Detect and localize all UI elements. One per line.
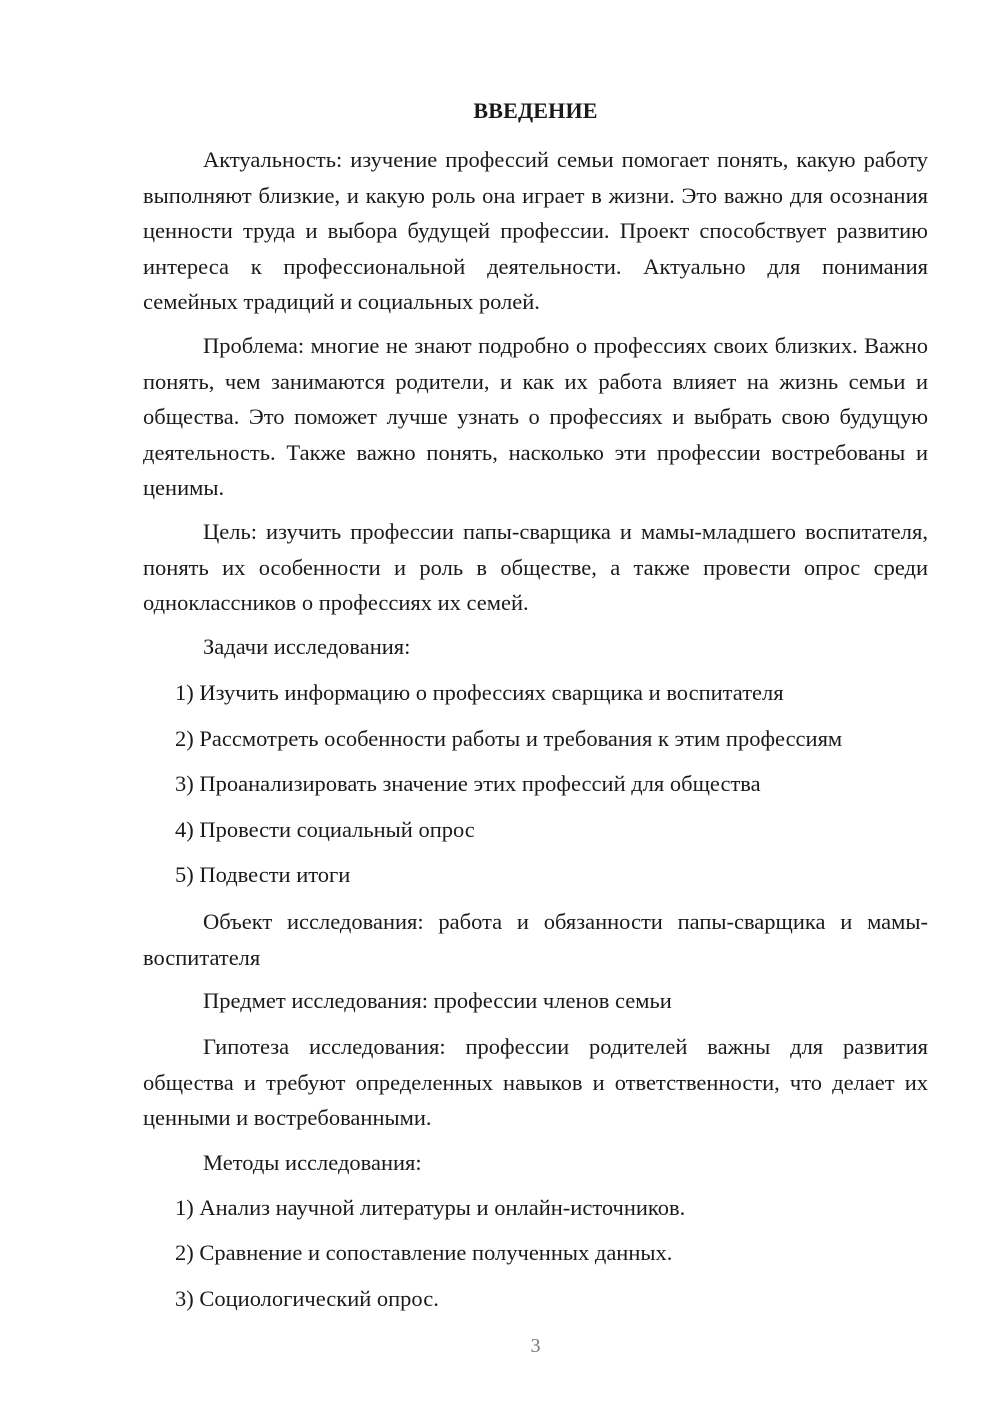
relevance-block: [143, 142, 928, 320]
tasks-list-item-2: [143, 724, 928, 754]
subject-block: [143, 986, 928, 1016]
list-item: 5) Подвести итоги: [175, 862, 351, 887]
hypothesis-block: [143, 1029, 928, 1136]
problem-block: [143, 328, 928, 506]
tasks-list-item-5: [143, 860, 928, 890]
list-item: 2) Рассмотреть особенности работы и требования к этим профессиям: [175, 726, 843, 751]
list-item: 1) Анализ научной литературы и онлайн-источников.: [175, 1195, 686, 1220]
list-item: 3) Социологический опрос.: [175, 1286, 439, 1311]
list-item: 2) Сравнение и сопоставление полученных данных.: [175, 1240, 673, 1265]
page-number: 3: [530, 1335, 541, 1357]
tasks-list-item-1: [143, 678, 928, 708]
page-title: ВВЕДЕНИЕ: [473, 98, 598, 123]
object-block: [143, 904, 928, 975]
tasks-list-item-3: [143, 769, 928, 799]
methods-list-item-2: [143, 1238, 928, 1268]
relevance-paragraph: Актуальность: изучение профессий семьи помогает понять, какую работу выполняют близкие, и какую роль она играет в жизни. Это важно для осознания ценности труда и выбора будущей профессии. Проект способствует развитию интереса к профессиональной деятельности. Актуально для понимания семейных традиций и социальных ролей.: [143, 147, 928, 314]
tasks-heading: Задачи исследования:: [203, 634, 411, 659]
tasks-heading-block: [143, 632, 928, 662]
problem-paragraph: Проблема: многие не знают подробно о профессиях своих близких. Важно понять, чем занимаются родители, и как их работа влияет на жизнь семьи и общества. Это поможет лучше узнать о профессиях и выбрать свою будущую деятельность. Также важно понять, насколько эти профессии востребованы и ценимы.: [143, 333, 928, 500]
subject-line: Предмет исследования: профессии членов семьи: [203, 988, 672, 1013]
list-item: 1) Изучить информацию о профессиях сварщика и воспитателя: [175, 680, 784, 705]
methods-heading: Методы исследования:: [203, 1150, 422, 1175]
methods-list-item-1: [143, 1193, 928, 1223]
goal-block: [143, 514, 928, 621]
list-item: 3) Проанализировать значение этих профессий для общества: [175, 771, 761, 796]
methods-list-item-3: [143, 1284, 928, 1314]
object-paragraph: Объект исследования: работа и обязанности папы-сварщика и мамы-воспитателя: [143, 909, 928, 970]
goal-paragraph: Цель: изучить профессии папы-сварщика и мамы-младшего воспитателя, понять их особенности и роль в обществе, а также провести опрос среди одноклассников о профессиях их семей.: [143, 519, 928, 615]
tasks-list-item-4: [143, 815, 928, 845]
list-item: 4) Провести социальный опрос: [175, 817, 475, 842]
hypothesis-paragraph: Гипотеза исследования: профессии родителей важны для развития общества и требуют определенных навыков и ответственности, что делает их ценными и востребованными.: [143, 1034, 928, 1130]
methods-heading-block: [143, 1148, 928, 1178]
document-page: [143, 0, 928, 1414]
